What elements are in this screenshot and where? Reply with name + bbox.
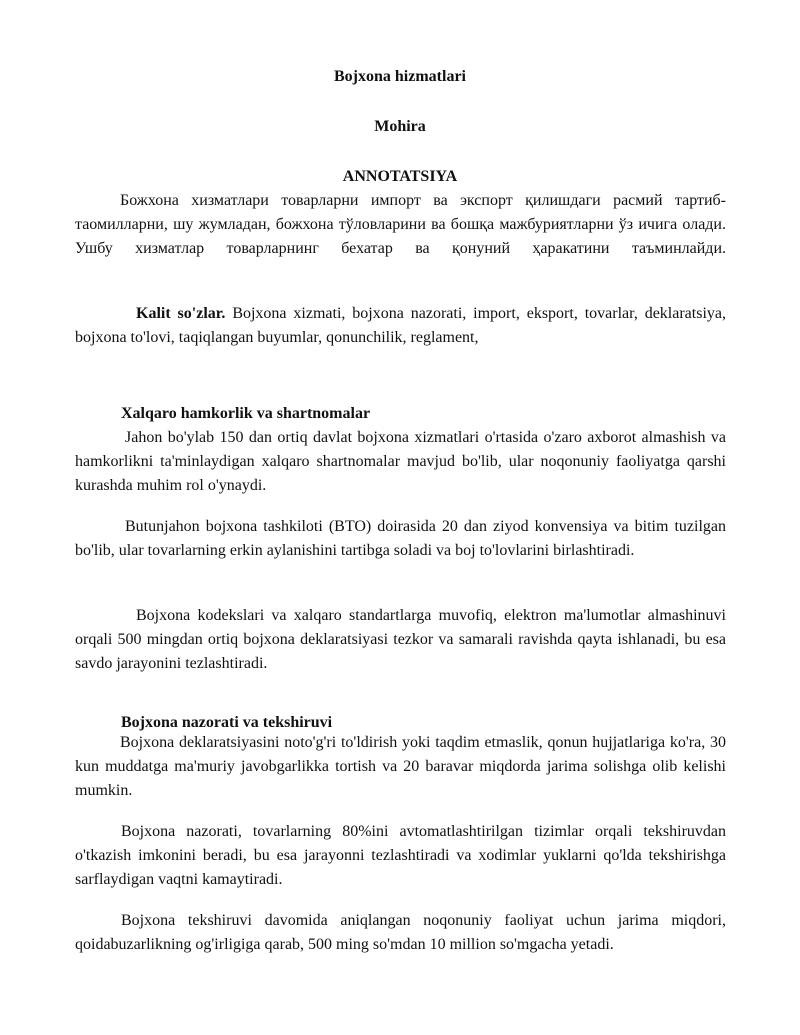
keywords-text: Bojxona xizmati, bojxona nazorati, import, eksport, tovarlar, deklaratsiya, bojxona to'lovi, taqiqlangan buyumlar, qonunchilik, reglament,: [75, 305, 727, 346]
annotation-paragraph: Божхона хизматлари товарларни импорт ва экспорт қилишдаги расмий тартиб-таомилларни, шу жумладан, божхона тўловларини ва бошқа мажбуриятларни ўз ичига олади. Ушбу хизматлар товарларнинг бехатар ва қонуний ҳаракатини таъминлайди.: [75, 192, 726, 257]
annotation-heading: ANNOTATSIYA: [342, 168, 458, 185]
document-title: Bojxona hizmatlari: [334, 68, 466, 85]
section-heading: Xalqaro hamkorlik va shartnomalar: [121, 405, 371, 422]
section-paragraph: Bojxona nazorati, tovarlarning 80%ini avtomatlashtirilgan tizimlar orqali tekshiruvdan o'tkazish imkonini beradi, bu esa jarayonni tezlashtiradi va xodimlar yuklarni qo'lda tekshirishga sarflaydigan vaqtni kamaytiradi.: [75, 823, 726, 888]
section-paragraph: Bojxona tekshiruvi davomida aniqlangan noqonuniy faoliyat uchun jarima miqdori, qoidabuzarlikning og'irligiga qarab, 500 ming so'mdan 10 million so'mgacha yetadi.: [75, 912, 726, 953]
section-heading: Bojxona nazorati va tekshiruvi: [121, 714, 333, 731]
section-paragraph: Bojxona deklaratsiyasini noto'g'ri to'ldirish yoki taqdim etmaslik, qonun hujjatlariga ko'ra, 30 kun muddatga ma'muriy javobgarlikka tortish va 20 baravar miqdorda jarima solishga olib kelishi mumkin.: [75, 734, 726, 799]
section-paragraph: Jahon bo'ylab 150 dan ortiq davlat bojxona xizmatlari o'rtasida o'zaro axborot almashish va hamkorlikni ta'minlaydigan xalqaro shartnomalar mavjud bo'lib, ular noqonuniy faoliyatga qarshi kurashda muhim rol o'ynaydi.: [75, 429, 726, 494]
keywords-paragraph: [75, 302, 726, 350]
document-author: Mohira: [374, 118, 426, 135]
keywords-label: Kalit so'zlar.: [136, 305, 226, 322]
section-paragraph: Bojxona kodekslari va xalqaro standartlarga muvofiq, elektron ma'lumotlar almashinuvi orqali 500 mingdan ortiq bojxona deklaratsiyasi tezkor va samarali ravishda qayta ishlanadi, bu esa savdo jarayonini tezlashtiradi.: [75, 607, 726, 672]
section-paragraph: Butunjahon bojxona tashkiloti (BTO) doirasida 20 dan ziyod konvensiya va bitim tuzilgan bo'lib, ular tovarlarning erkin aylanishini tartibga soladi va boj to'lovlarini birlashtiradi.: [75, 518, 726, 559]
